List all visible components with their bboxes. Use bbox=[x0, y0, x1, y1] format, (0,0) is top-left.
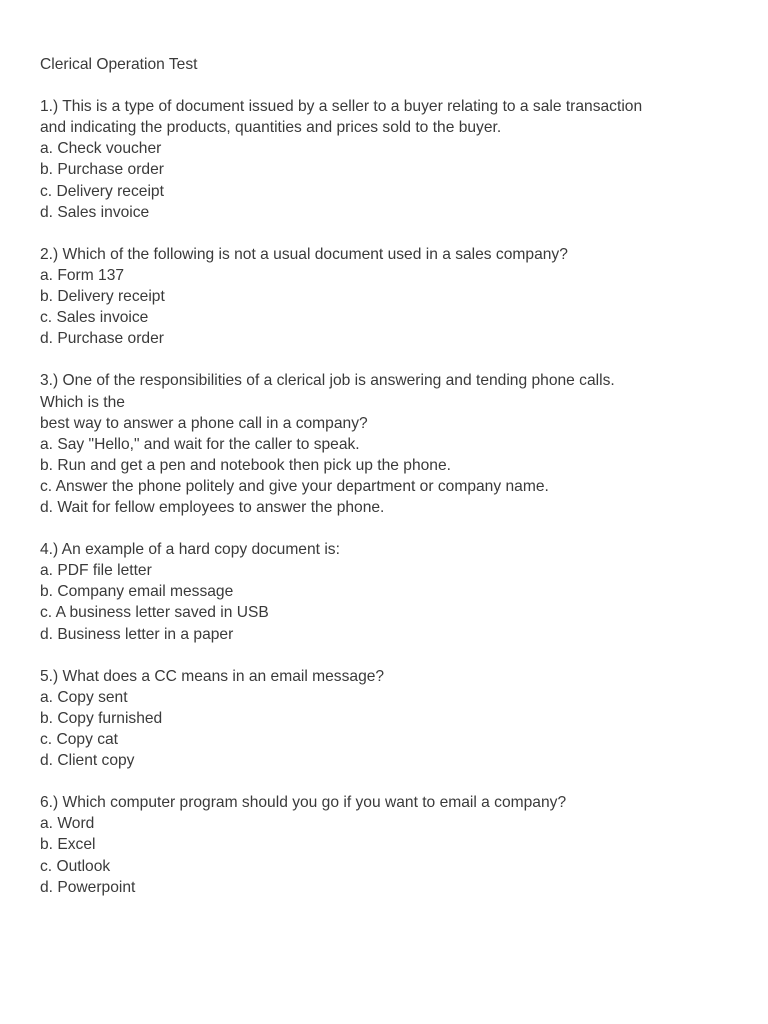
answer-choice: a. Check voucher bbox=[40, 140, 162, 158]
document-body bbox=[40, 54, 730, 919]
answer-choice: c. Delivery receipt bbox=[40, 182, 164, 200]
answer-choice: c. Sales invoice bbox=[40, 309, 149, 327]
answer-choice: c. Copy cat bbox=[40, 731, 118, 748]
answer-choice: b. Excel bbox=[40, 836, 96, 854]
answer-choice: c. A business letter saved in USB bbox=[40, 604, 269, 622]
question-4 bbox=[40, 539, 730, 644]
question-text-line: 5.) What does a CC means in an email message? bbox=[40, 667, 385, 685]
answer-choice: b. Company email message bbox=[40, 583, 234, 601]
answer-choice: a. Word bbox=[40, 815, 95, 833]
question-text-line: 3.) One of the responsibilities of a clerical job is answering and tending phone calls. bbox=[40, 372, 615, 390]
question-6 bbox=[40, 792, 730, 897]
question-text-line: Which is the bbox=[40, 393, 125, 411]
answer-choice: d. Client copy bbox=[40, 752, 135, 770]
answer-choice: a. Copy sent bbox=[40, 688, 128, 706]
question-text-line: 4.) An example of a hard copy document is: bbox=[40, 541, 340, 559]
answer-choice: d. Wait for fellow employees to answer the phone. bbox=[40, 498, 385, 516]
answer-choice: c. Outlook bbox=[40, 857, 111, 875]
answer-choice: b. Purchase order bbox=[40, 161, 164, 179]
answer-choice: b. Copy furnished bbox=[40, 709, 163, 727]
answer-choice: a. Say "Hello," and wait for the caller to speak. bbox=[40, 435, 360, 453]
answer-choice: c. Answer the phone politely and give your department or company name. bbox=[40, 477, 549, 495]
question-text-line: 1.) This is a type of document issued by a seller to a buyer relating to a sale transaction bbox=[40, 98, 643, 116]
answer-choice: a. Form 137 bbox=[40, 266, 125, 284]
answer-choice: a. PDF file letter bbox=[40, 562, 152, 580]
answer-choice: b. Run and get a pen and notebook then pick up the phone. bbox=[40, 456, 451, 474]
answer-choice: b. Delivery receipt bbox=[40, 288, 165, 306]
answer-choice: d. Sales invoice bbox=[40, 203, 150, 221]
answer-choice: d. Powerpoint bbox=[40, 878, 136, 896]
question-2 bbox=[40, 244, 730, 349]
question-text-line: and indicating the products, quantities and prices sold to the buyer. bbox=[40, 119, 502, 137]
answer-choice: d. Purchase order bbox=[40, 330, 164, 348]
question-5 bbox=[40, 666, 730, 771]
document-title: Clerical Operation Test bbox=[40, 56, 198, 73]
question-3 bbox=[40, 370, 730, 518]
answer-choice: d. Business letter in a paper bbox=[40, 625, 234, 643]
question-text-line: best way to answer a phone call in a company? bbox=[40, 414, 368, 432]
question-1 bbox=[40, 96, 730, 223]
question-text-line: 6.) Which computer program should you go if you want to email a company? bbox=[40, 794, 567, 812]
question-text-line: 2.) Which of the following is not a usual document used in a sales company? bbox=[40, 245, 568, 263]
